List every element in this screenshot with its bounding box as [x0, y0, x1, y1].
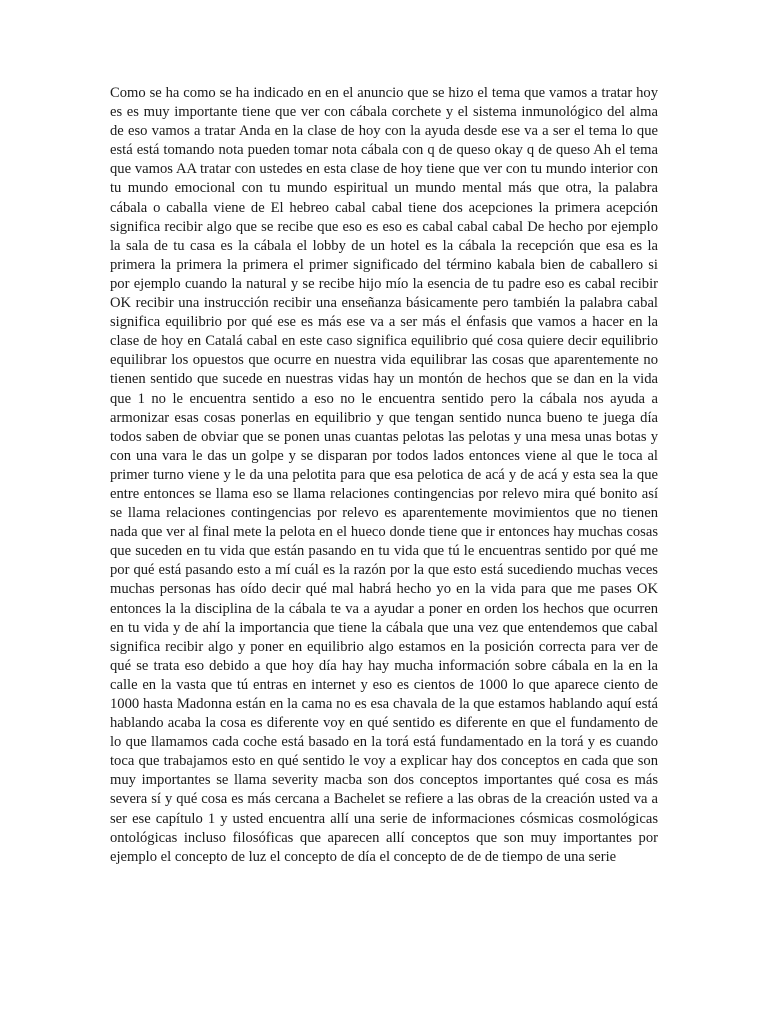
body-paragraph: Como se ha como se ha indicado en en el anuncio que se hizo el tema que vamos a tratar hoy es es muy importante tiene que ver con cábala corchete y el sistema inmunológico del alma de eso vamos a tratar Anda en la clase de hoy con la ayuda desde ese va a ser el tema lo que está está tomando nota pueden tomar nota cábala con q de queso okay q de queso Ah el tema que vamos AA tratar con ustedes en esta clase de hoy tiene que ver con tu mundo interior con tu mundo emocional con tu mundo espiritual un mundo mental más que otra, la palabra cábala o caballa viene de El hebreo cabal cabal tiene dos acepciones la primera acepción significa recibir algo que se recibe que eso es eso es cabal cabal cabal De hecho por ejemplo la sala de tu casa es la cábala el lobby de un hotel es la cábala la recepción que esa es la primera la primera la primera el primer significado del término kabala bien de caballero si por ejemplo cuando la natural y se recibe hijo mío la esencia de tu padre eso es cabal recibir OK recibir una instrucción recibir una enseñanza básicamente pero también la palabra cabal significa equilibrio por qué ese es más ese va a ser más el énfasis que vamos a hacer en la clase de hoy en Catalá cabal en este caso significa equilibrio qué cosa quiere decir equilibrio equilibrar los opuestos que ocurre en nuestra vida equilibrar las cosas que aparentemente no tienen sentido que sucede en nuestras vidas hay un montón de hechos que se dan en la vida que 1 no le encuentra sentido a eso no le encuentra sentido pero la cábala nos ayuda a armonizar esas cosas ponerlas en equilibrio y que tengan sentido nunca bueno te juega día todos saben de obviar que se ponen unas cuantas pelotas las pelotas y una mesa unas botas y con una vara le das un golpe y se disparan por todos lados entonces viene al que le toca al primer turno viene y le da una pelotita para que esa pelotica de acá y de acá y esta sea la que entre entonces se llama eso se llama relaciones contingencias por relevo mira qué bonito así se llama relaciones contingencias por relevo es aparentemente movimientos que no tienen nada que ver al final mete la pelota en el hueco donde tiene que ir entonces hay muchas cosas que suceden en tu vida que están pasando en tu vida que tú le encuentras sentido por qué me por qué está pasando esto a mí cuál es la razón por la que esto está sucediendo muchas veces muchas personas has oído decir qué mal habrá hecho yo en la vida para que me pases OK entonces la la disciplina de la cábala te va a ayudar a poner en orden los hechos que ocurren en tu vida y de ahí la importancia que tiene la cábala que una vez que entendemos que cabal significa recibir algo y poner en equilibrio algo estamos en la posición correcta para ver de qué se trata eso debido a que hoy día hay hay mucha información sobre cábala en la en la calle en la vasta que tú entras en internet y eso es cientos de 1000 lo que aparece ciento de 1000 hasta Madonna están en la cama no es esa chavala de la que estamos hablando aquí está hablando acaba la cosa es diferente voy en qué sentido es diferente en que el fundamento de lo que llamamos cada coche está basado en la torá está fundamentado en la torá y es cuando toca que trabajamos esto en qué sentido le voy a explicar hay dos conceptos en cada que son muy importantes se llama severity macba son dos conceptos importantes qué cosa es más severa sí y qué cosa es más cercana a Bachelet se refiere a las obras de la creación usted va a ser ese capítulo 1 y usted encuentra allí una serie de informaciones cósmicas cosmológicas ontológicas incluso filosóficas que aparecen allí conceptos que son muy importantes por ejemplo el concepto de luz el concepto de día el concepto de de de tiempo de una serie: [110, 85, 658, 865]
